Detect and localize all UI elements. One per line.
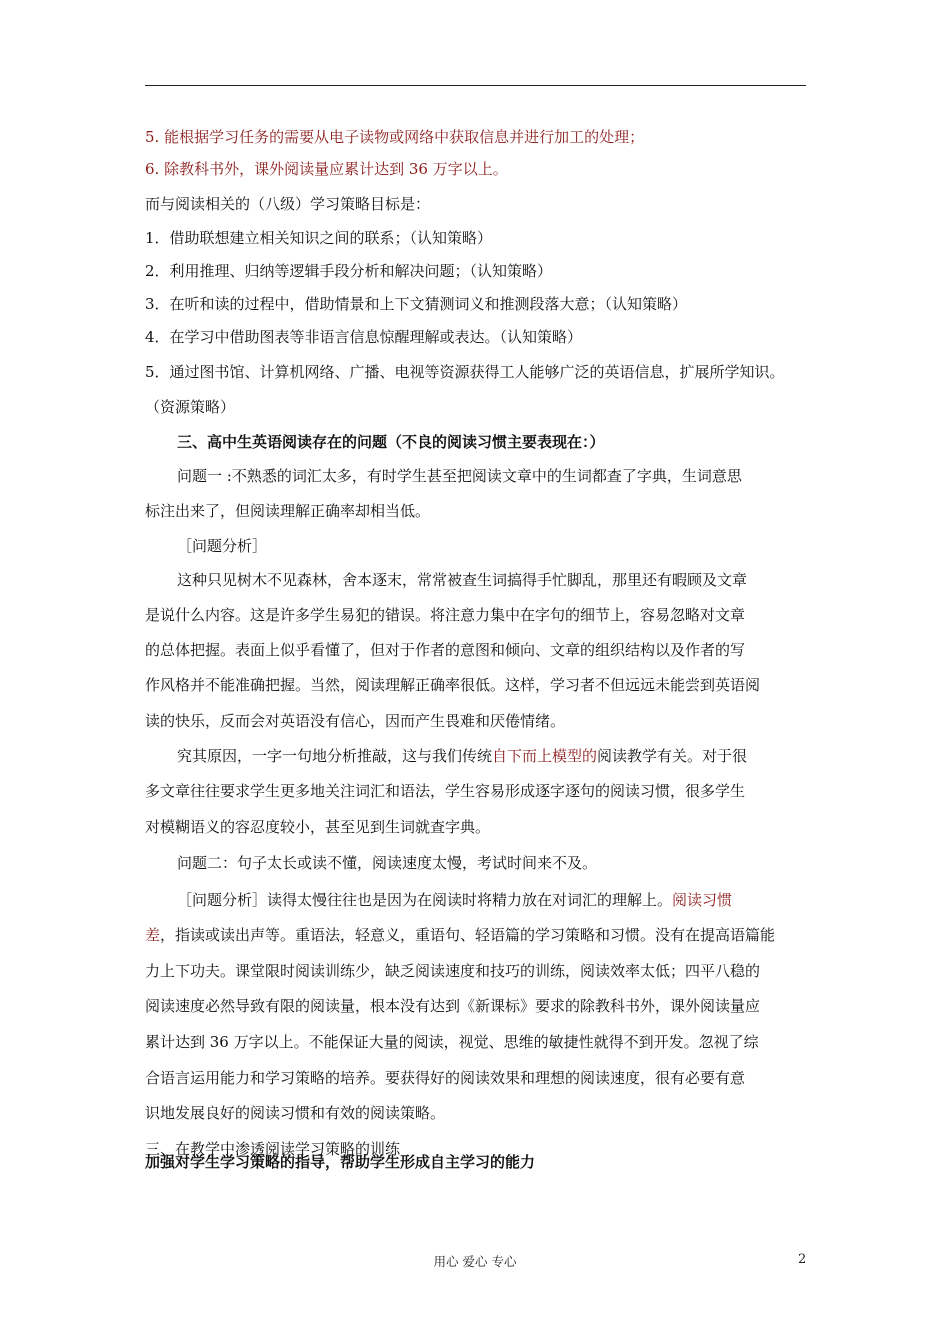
problem-one-line2: 标注出来了，但阅读理解正确率却相当低。 — [145, 502, 431, 520]
strategy-4: 4．在学习中借助图表等非语言信息惊醒理解或表达。（认知策略） — [145, 328, 583, 346]
analysis-2-line4: 阅读速度必然导致有限的阅读量，根本没有达到《新课标》要求的除教科书外，课外阅读量应 — [145, 997, 761, 1015]
analysis-2-text-b: ，指读或读出声等。重语法，轻意义，重语句、轻语篇的学习策略和习惯。没有在提高语篇能 — [160, 926, 776, 944]
cause-highlight: 自下而上模型的 — [492, 747, 598, 765]
analysis-1-line5: 读的快乐，反而会对英语没有信心，因而产生畏难和厌倦情绪。 — [145, 712, 566, 730]
analysis-1-line3: 的总体把握。表面上似乎看懂了，但对于作者的意图和倾向、文章的组织结构以及作者的写 — [145, 641, 746, 659]
analysis-2-line1 — [177, 890, 732, 910]
strategy-3: 3．在听和读的过程中，借助情景和上下文猜测词义和推测段落大意；（认知策略） — [145, 295, 688, 313]
section-heading-training: 加强对学生学习策略的指导，帮助学生形成自主学习的能力 — [145, 1153, 536, 1171]
analysis-1-line4: 作风格并不能准确把握。当然，阅读理解正确率很低。这样，学习者不但远远未能尝到英语阅 — [145, 676, 761, 694]
strategy-intro: 而与阅读相关的（八级）学习策略目标是： — [145, 195, 431, 213]
section-heading-problems: 三、高中生英语阅读存在的问题（不良的阅读习惯主要表现在：） — [177, 433, 605, 451]
cause-line1 — [177, 746, 747, 766]
analysis-2-line3: 力上下功夫。课堂限时阅读训练少，缺乏阅读速度和技巧的训练，阅读效率太低；四平八稳的 — [145, 962, 761, 980]
strategy-1: 1．借助联想建立相关知识之间的联系；（认知策略） — [145, 229, 493, 247]
page-number: 2 — [798, 1252, 807, 1267]
strategy-2: 2．利用推理、归纳等逻辑手段分析和解决问题；（认知策略） — [145, 262, 553, 280]
problem-one-line1: 问题一 :不熟悉的词汇太多，有时学生甚至把阅读文章中的生词都查了字典，生词意思 — [177, 467, 742, 485]
analysis-2-line7: 识地发展良好的阅读习惯和有效的阅读策略。 — [145, 1104, 446, 1122]
strategy-5-cont: （资源策略） — [145, 398, 236, 416]
goal-5: 5. 能根据学习任务的需要从电子读物或网络中获取信息并进行加工的处理； — [145, 128, 645, 146]
analysis-2-highlight-a: 阅读习惯 — [672, 891, 733, 909]
analysis-1-line2: 是说什么内容。这是许多学生易犯的错误。将注意力集中在字句的细节上，容易忽略对文章 — [145, 606, 746, 624]
analysis-2-text: ［问题分析］读得太慢往往也是因为在阅读时将精力放在对词汇的理解上。 — [177, 891, 673, 909]
analysis-1-line1: 这种只见树木不见森林，舍本逐末，常常被查生词搞得手忙脚乱，那里还有暇顾及文章 — [177, 571, 748, 589]
analysis-2-line8: 三、在教学中渗透阅读学习策略的训练 — [145, 1140, 401, 1158]
analysis-2-line2 — [145, 925, 775, 945]
analysis-label-1: ［问题分析］ — [177, 537, 268, 555]
footer-motto: 用心 爱心 专心 — [433, 1254, 517, 1269]
strategy-5: 5．通过图书馆、计算机网络、广播、电视等资源获得工人能够广泛的英语信息，扩展所学知识。 — [145, 363, 785, 381]
analysis-2-highlight-b: 差 — [145, 926, 161, 944]
analysis-2-line5: 累计达到 36 万字以上。不能保证大量的阅读，视觉、思维的敏捷性就得不到开发。忽视了综 — [145, 1033, 759, 1051]
problem-two: 问题二：句子太长或读不懂，阅读速度太慢，考试时间来不及。 — [177, 854, 598, 872]
header-rule — [145, 85, 806, 86]
cause-line2: 多文章往往要求学生更多地关注词汇和语法，学生容易形成逐字逐句的阅读习惯，很多学生 — [145, 782, 746, 800]
cause-line3: 对模糊语义的容忍度较小，甚至见到生词就查字典。 — [145, 818, 491, 836]
goal-6: 6. 除教科书外，课外阅读量应累计达到 36 万字以上。 — [145, 160, 508, 178]
cause-text-a: 究其原因，一字一句地分析推敲，这与我们传统 — [177, 747, 493, 765]
analysis-2-line6: 合语言运用能力和学习策略的培养。要获得好的阅读效果和理想的阅读速度，很有必要有意 — [145, 1069, 746, 1087]
cause-text-b: 阅读教学有关。对于很 — [597, 747, 748, 765]
